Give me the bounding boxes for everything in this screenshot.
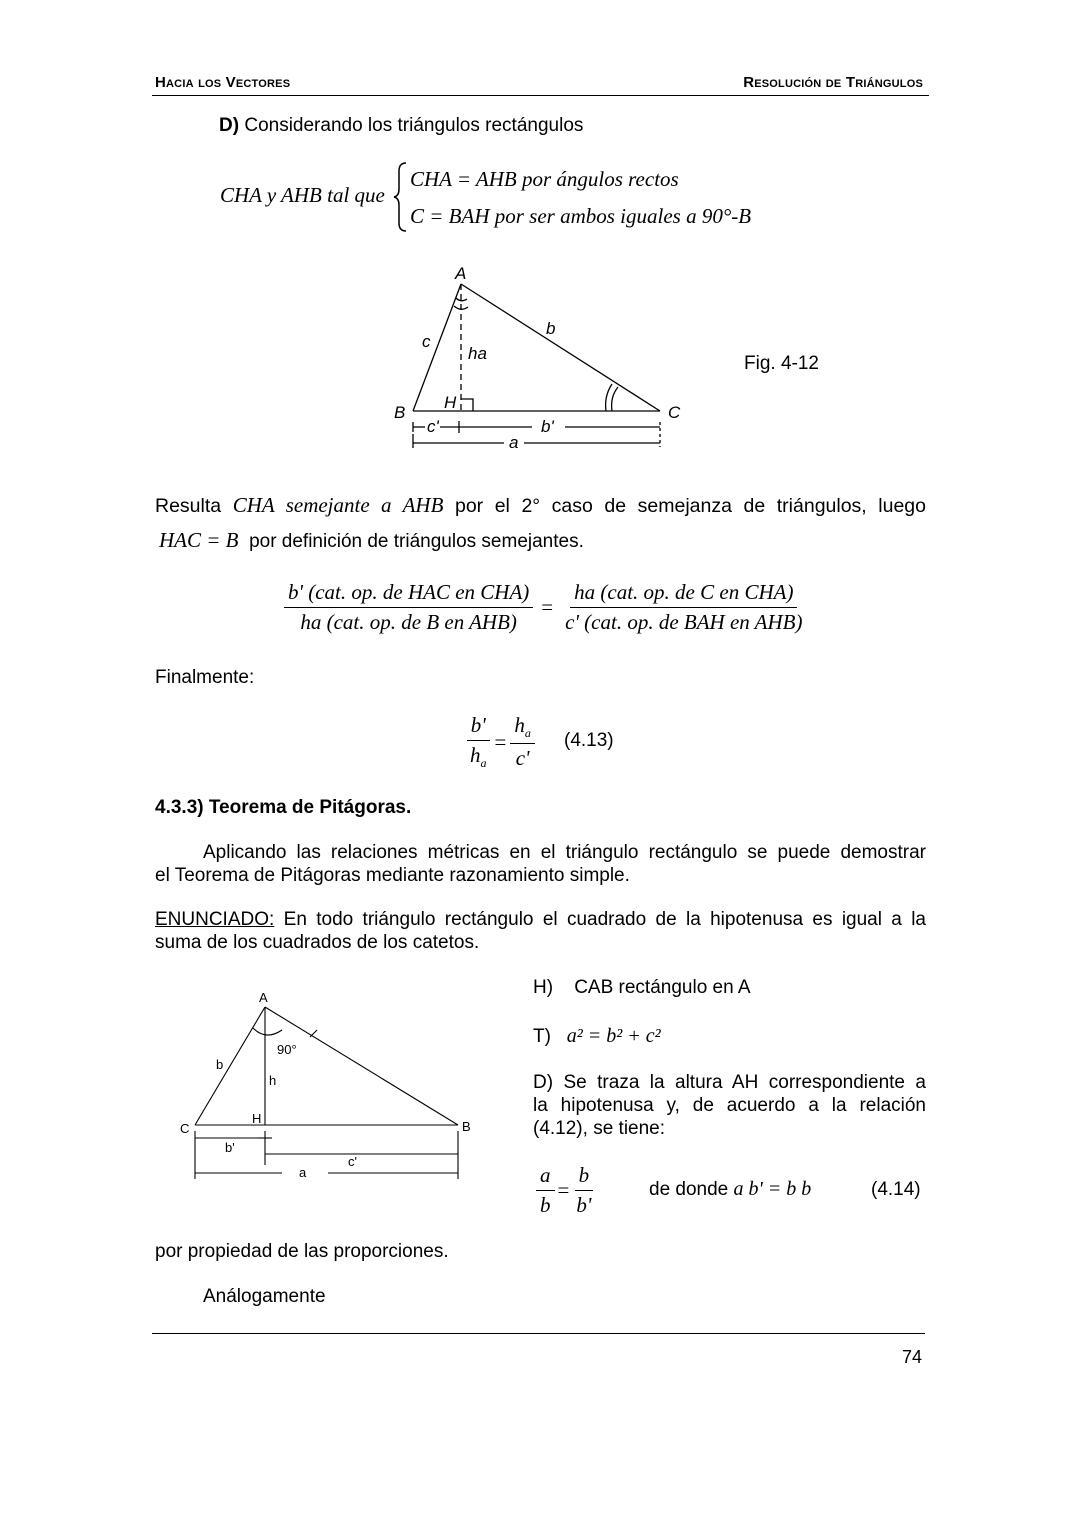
fig1-label-c-prime: c' — [427, 417, 439, 436]
para1-line1: Aplicando las relaciones métricas en el triángulo rectángulo se puede demostrar — [203, 842, 926, 863]
eq413-left-num: b' — [467, 713, 490, 741]
fig2-label-b-vertex: B — [462, 1119, 471, 1134]
section-d-line1 — [410, 167, 679, 192]
ratio-right-fraction — [561, 580, 806, 635]
proof-frac-left-num: a — [536, 1163, 555, 1191]
equals-sign: = — [494, 729, 507, 754]
proof-d-line1: D) Se traza la altura AH correspondiente a — [533, 1072, 926, 1093]
ratio-left-num: b' (cat. op. de HAC en CHA) — [284, 580, 533, 608]
equals-sign: = — [541, 595, 554, 619]
eq413-right-den: c' — [515, 746, 530, 771]
proof-frac-right-den: b' — [576, 1193, 592, 1217]
proof-t — [533, 1025, 661, 1048]
header-right: Resolución de Triángulos — [743, 74, 923, 91]
proof-h-text: CAB rectángulo en A — [574, 977, 751, 998]
proof-de-donde-text: de donde — [649, 1179, 729, 1200]
ratio-right-den: c' (cat. op. de BAH en AHB) — [565, 610, 803, 634]
closing-line2: Análogamente — [203, 1286, 326, 1307]
proof-frac-right-num: b — [575, 1163, 594, 1191]
page-number: 74 — [901, 1347, 922, 1367]
fig1-label-ha: ha — [468, 344, 487, 363]
fig1-label-c-vertex: C — [668, 403, 681, 422]
section-d-intro — [219, 114, 583, 137]
proof-frac-left-den: b — [540, 1193, 551, 1217]
enunciado-line1 — [155, 908, 926, 931]
fig2-label-angle: 90° — [277, 1042, 297, 1057]
proof-frac-right — [572, 1163, 595, 1218]
fig2-label-h-vertex: H — [252, 1111, 262, 1126]
section-d-label: D) — [219, 115, 240, 136]
equals-sign: = — [557, 1178, 570, 1202]
ratio-left-fraction — [284, 580, 533, 635]
section-d-line2 — [410, 204, 751, 229]
fig2-label-b-prime: b' — [225, 1140, 235, 1155]
result-text: por el 2° caso de semejanza de triángulos, luego — [454, 495, 927, 517]
fig1-label-b-side: b — [546, 319, 556, 338]
section-d-text: Considerando los triángulos rectángulos — [244, 115, 584, 136]
fig1-label-b-vertex: B — [394, 403, 406, 422]
fig1-label-a: A — [455, 264, 467, 283]
proof-h-label: H) — [533, 977, 554, 998]
result-text-2: por definición de triángulos semejantes. — [249, 531, 584, 552]
proof-de-donde — [649, 1178, 811, 1201]
enunciado-text: En todo triángulo rectángulo el cuadrado de la hipotenusa es igual a la — [283, 909, 926, 930]
fig1-label-c-side: c — [422, 332, 431, 351]
eq413-right — [510, 713, 535, 771]
enunciado-label: ENUNCIADO: — [155, 909, 275, 930]
proof-h — [533, 976, 751, 999]
finalmente: Finalmente: — [155, 667, 255, 688]
section-d-line1-text: por ángulos rectos — [521, 167, 679, 191]
fig1-label-h: H — [444, 393, 457, 412]
proof-d-line2: la hipotenusa y, de acuerdo a la relación — [533, 1095, 926, 1116]
ratio-equation — [284, 580, 806, 635]
ratio-left-den: ha (cat. op. de B en AHB) — [300, 610, 517, 634]
fig1-label-b-prime: b' — [541, 417, 554, 436]
eq413-right-num: $h_a$ — [510, 713, 535, 744]
eq413-left — [466, 713, 491, 771]
proof-result-math: a b' = b b — [733, 1178, 812, 1200]
brace-icon — [393, 161, 409, 233]
eq413-number: (4.13) — [564, 730, 614, 751]
equation-4-13 — [466, 713, 535, 771]
section-d-line1-math: CHA = AHB — [410, 167, 517, 191]
proof-t-math: a² = b² + c² — [566, 1025, 661, 1047]
fig1-label-a-side: a — [509, 433, 519, 452]
section-d-line2-math: C = BAH — [410, 204, 490, 228]
section-d-lhs: CHA y AHB tal que — [220, 183, 385, 207]
enunciado-line2: suma de los cuadrados de los catetos. — [155, 932, 480, 953]
header-rule — [152, 95, 929, 96]
section-title: 4.3.3) Teorema de Pitágoras. — [155, 797, 412, 818]
result-math2: HAC = B — [159, 528, 239, 552]
result-line2 — [159, 529, 584, 553]
proof-t-label: T) — [533, 1026, 551, 1047]
result-line1 — [155, 494, 926, 518]
fig2-label-h-side: h — [269, 1073, 277, 1088]
proof-d-line3: (4.12), se tiene: — [533, 1118, 666, 1139]
fig2-label-a-side: a — [299, 1165, 307, 1180]
ratio-right-num: ha (cat. op. de C en CHA) — [570, 580, 797, 608]
figure-triangle-1 — [380, 262, 700, 457]
footer-rule — [152, 1333, 925, 1334]
eq413-left-den: $h_a$ — [470, 743, 487, 771]
closing-line1: por propiedad de las proporciones. — [155, 1241, 449, 1262]
para1-line2: el Teorema de Pitágoras mediante razonamiento simple. — [155, 865, 630, 886]
fig2-label-c-vertex: C — [180, 1121, 190, 1136]
figure-caption: Fig. 4-12 — [744, 353, 819, 374]
result-math1: CHA semejante a AHB — [232, 493, 444, 517]
result-word: Resulta — [155, 495, 222, 517]
header-left: Hacia los Vectores — [155, 74, 291, 91]
proof-fraction — [536, 1163, 595, 1218]
figure-triangle-2 — [170, 985, 480, 1185]
fig2-label-a: A — [259, 990, 268, 1005]
eq414-number: (4.14) — [871, 1179, 921, 1200]
proof-frac-left — [536, 1163, 555, 1218]
section-d-line2-text: por ser ambos iguales a 90°-B — [494, 204, 752, 228]
fig2-label-b-side: b — [216, 1057, 224, 1072]
fig2-label-c-prime: c' — [348, 1154, 357, 1169]
